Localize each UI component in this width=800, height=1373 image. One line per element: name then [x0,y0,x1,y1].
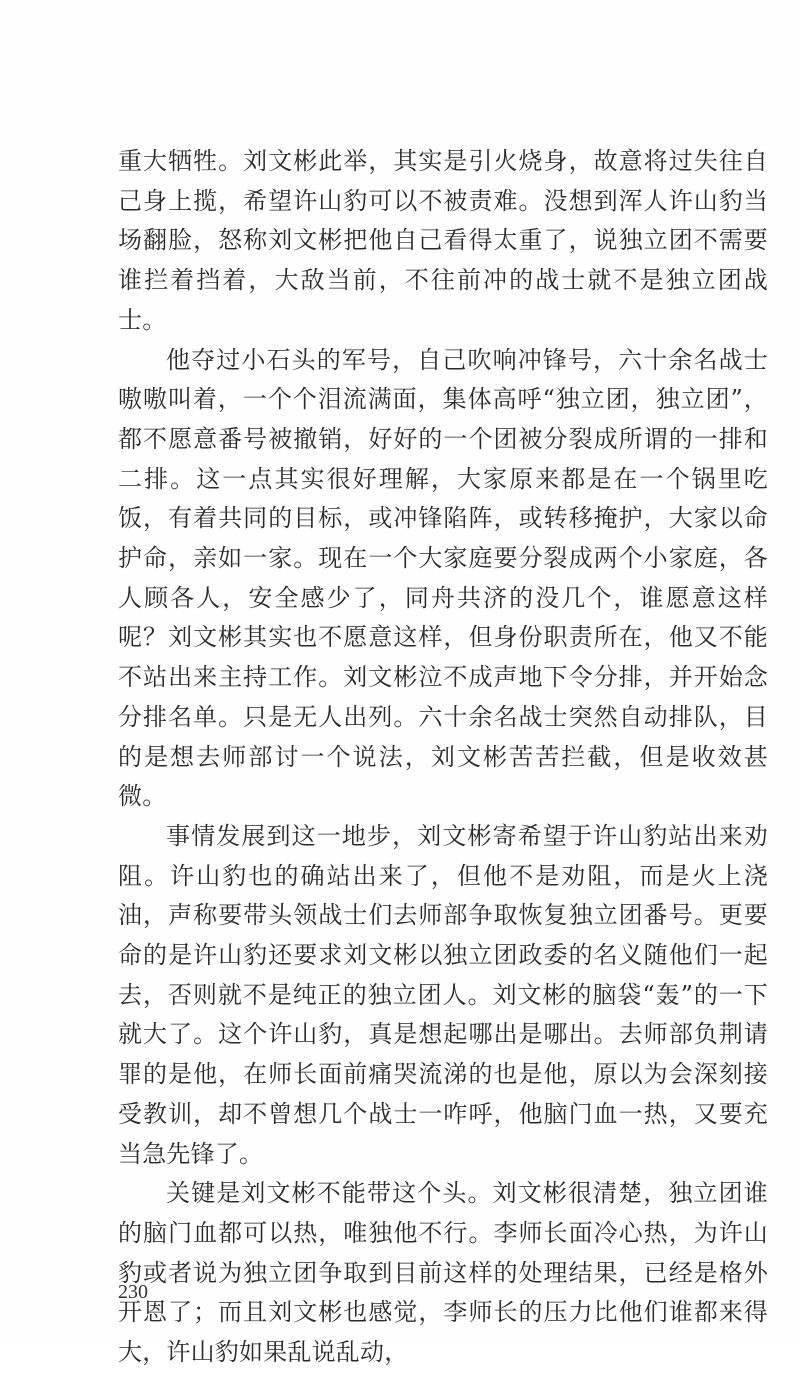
paragraph-continuation: 重大牺牲。刘文彬此举，其实是引火烧身，故意将过失往自己身上揽，希望许山豹可以不被责难。没想到浑人许山豹当场翻脸，怒称刘文彬把他自己看得太重了，说独立团不需要谁拦着挡着，大敌当前，不往前冲的战士就不是独立团战士。 [118,147,768,334]
paragraph: 关键是刘文彬不能带这个头。刘文彬很清楚，独立团谁的脑门血都可以热，唯独他不行。李师长面冷心热，为许山豹或者说为独立团争取到目前这样的处理结果，已经是格外开恩了；而且刘文彬也感觉，李师长的压力比他们谁都来得大，许山豹如果乱说乱动， [118,1179,768,1367]
paragraph: 他夺过小石头的军号，自己吹响冲锋号，六十余名战士嗷嗷叫着，一个个泪流满面，集体高呼“独立团，独立团”，都不愿意番号被撤销，好好的一个团被分裂成所谓的一排和二排。这一点其实很好理解，大家原来都是在一个锅里吃饭，有着共同的目标，或冲锋陷阵，或转移掩护，大家以命护命，亲如一家。现在一个大家庭要分裂成两个小家庭，各人顾各人，安全感少了，同舟共济的没几个，谁愿意这样呢？刘文彬其实也不愿意这样，但身份职责所在，他又不能不站出来主持工作。刘文彬泣不成声地下令分排，并开始念分排名单。只是无人出列。六十余名战士突然自动排队，目的是想去师部讨一个说法，刘文彬苦苦拦截，但是收效甚微。 [118,345,768,811]
paragraph: 事情发展到这一地步，刘文彬寄希望于许山豹站出来劝阻。许山豹也的确站出来了，但他不是劝阻，而是火上浇油，声称要带头领战士们去师部争取恢复独立团番号。更要命的是许山豹还要求刘文彬以独立团政委的名义随他们一起去，否则就不是纯正的独立团人。刘文彬的脑袋“轰”的一下就大了。这个许山豹，真是想起哪出是哪出。去师部负荆请罪的是他，在师长面前痛哭流涕的也是他，原以为会深刻接受教训，却不曾想几个战士一咋呼，他脑门血一热，又要充当急先锋了。 [118,821,768,1168]
body-text [118,142,768,1373]
page-number: 230 [118,1281,148,1303]
